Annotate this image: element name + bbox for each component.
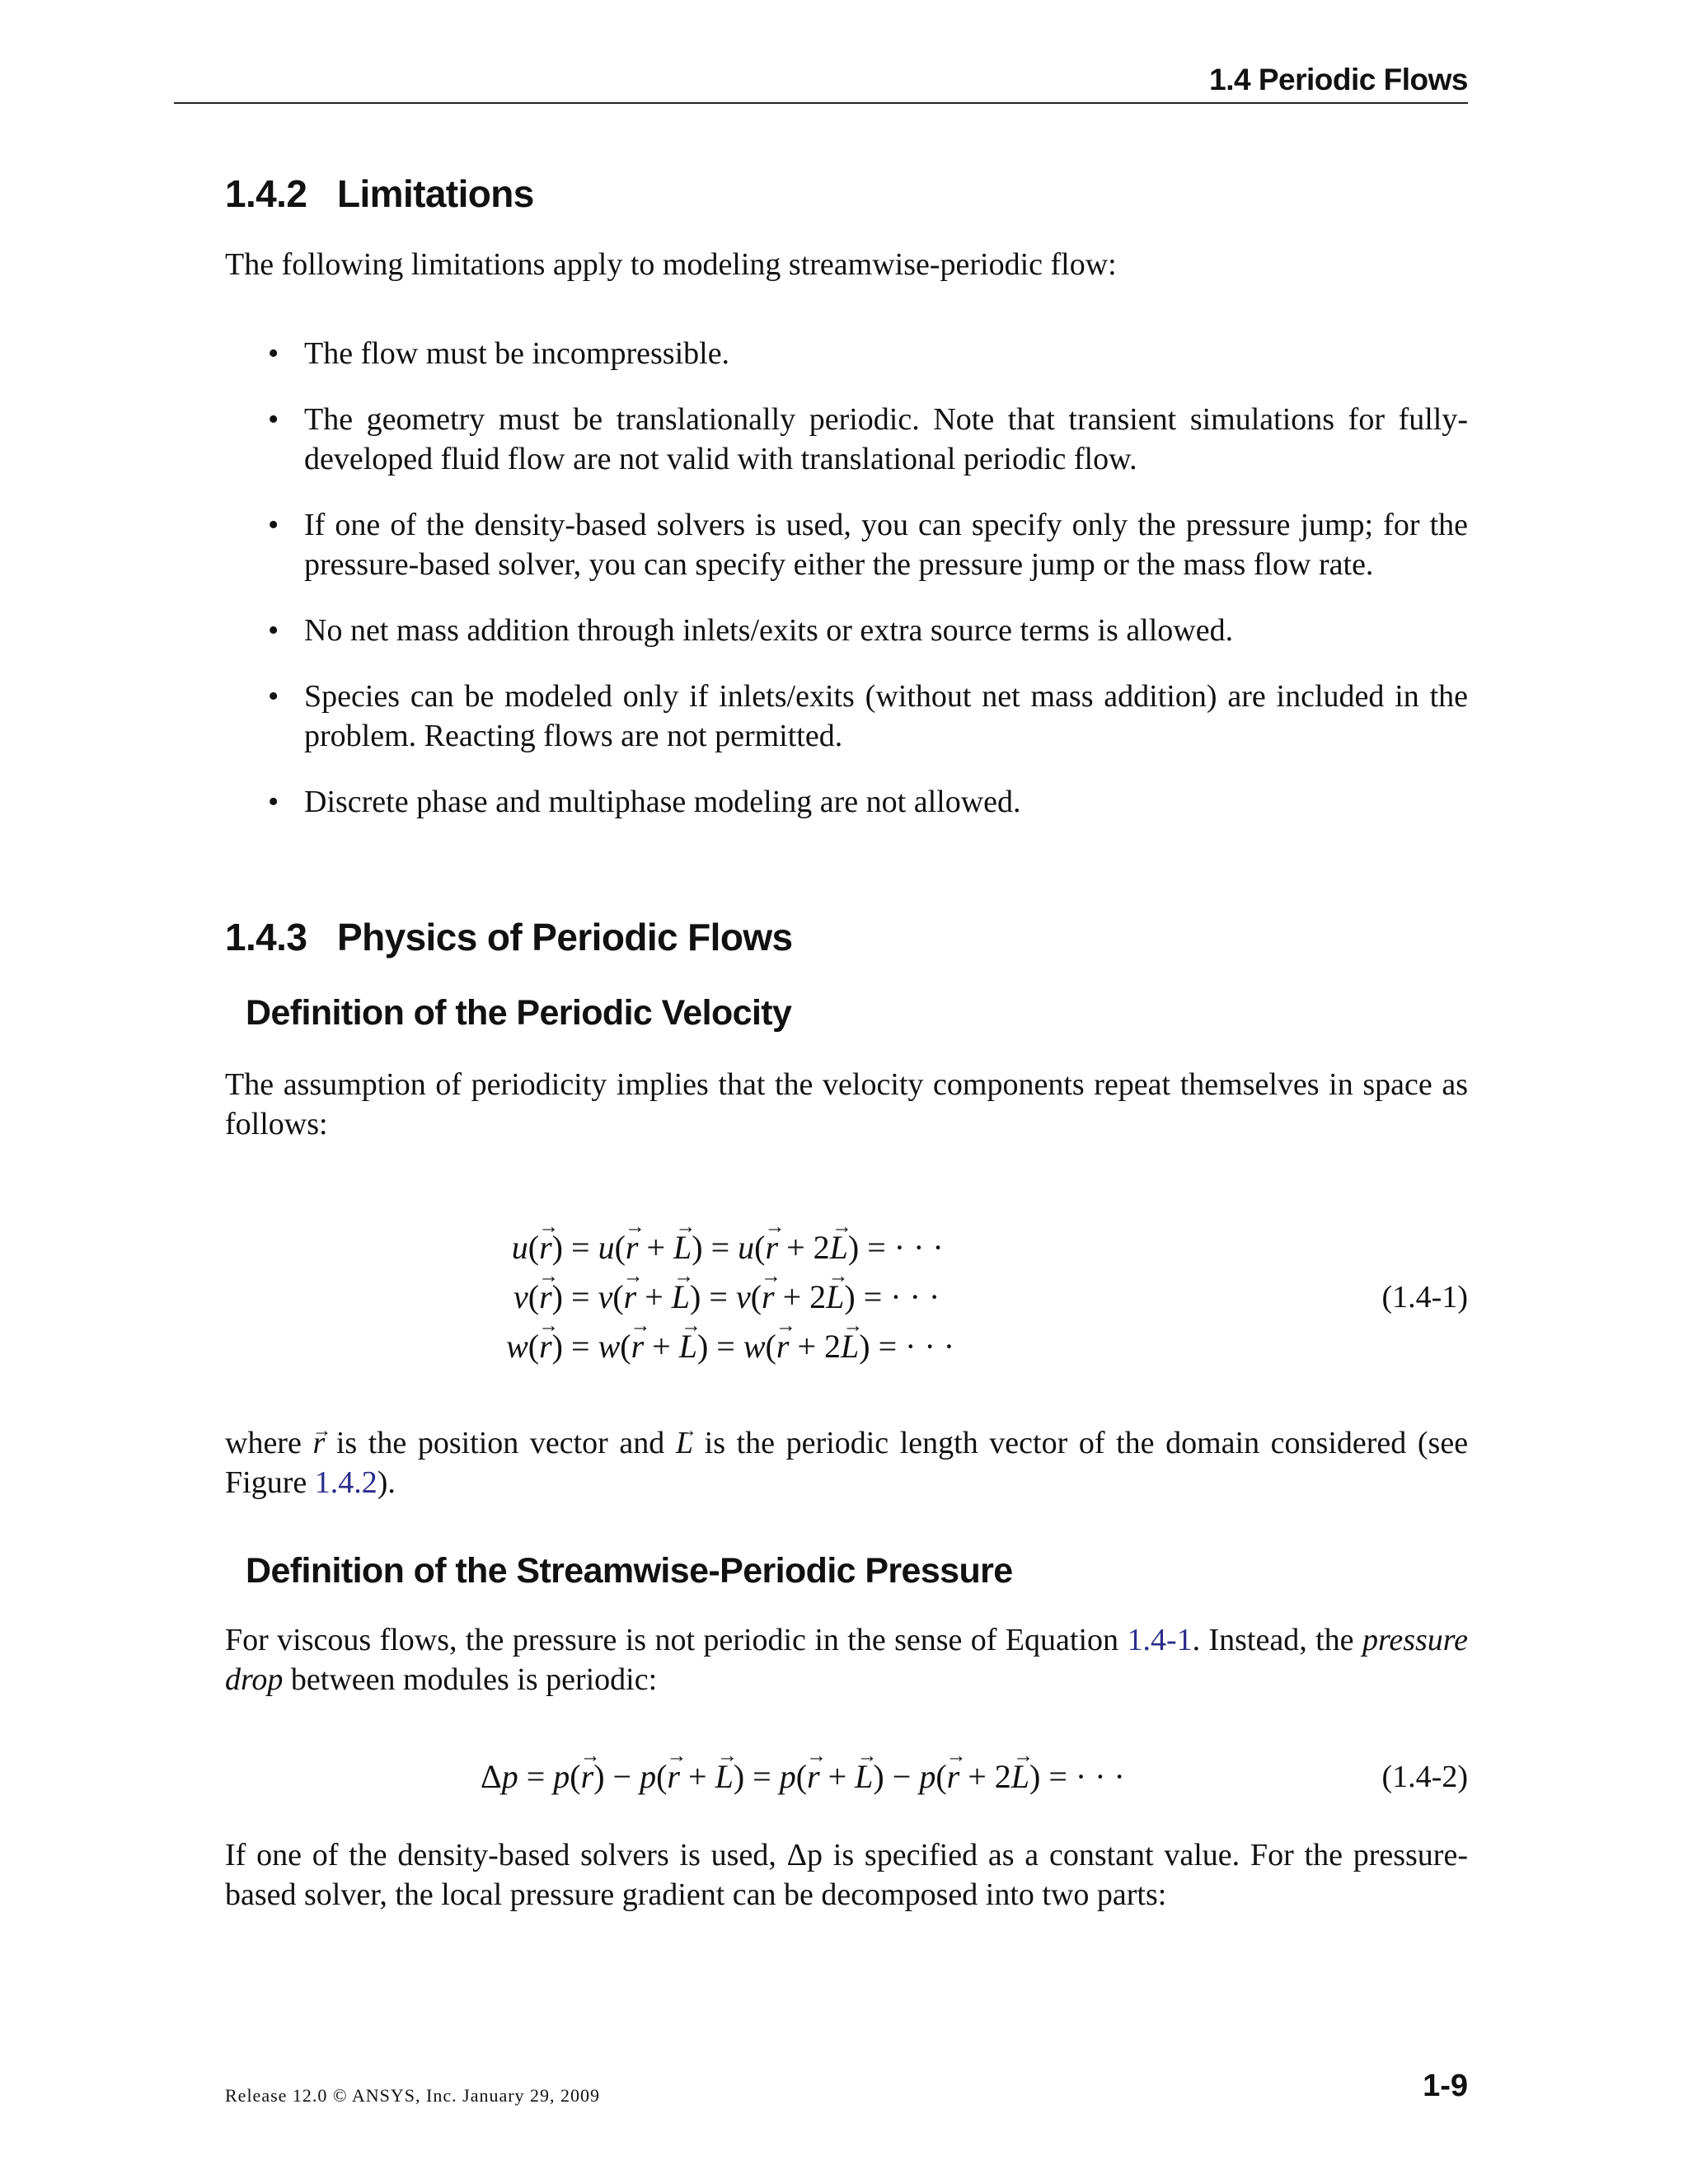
equation-number: (1.4-1) — [1381, 1280, 1468, 1315]
section-title: Limitations — [337, 172, 534, 215]
limitations-intro: The following limitations apply to modeling streamwise-periodic flow: — [225, 247, 1117, 282]
list-item: • Discrete phase and multiphase modeling are not allowed. — [225, 782, 1468, 822]
equation-1-4-2 — [225, 1757, 1468, 1807]
emphasis-text: pressure drop — [225, 1623, 1469, 1697]
equation-1-4-1 — [225, 1228, 1468, 1385]
section-heading-physics — [225, 915, 793, 959]
list-item: • If one of the density-based solvers is used, you can specify only the pressure jump; for the pressure-based solver, you can specify either the pressure jump or the mass flow rate. — [225, 505, 1468, 584]
subsection-heading-pressure: Definition of the Streamwise-Periodic Pressure — [246, 1551, 1013, 1591]
pressure-intro: For viscous flows, the pressure is not periodic in the sense of Equation 1.4-1. Instead, the pressure drop between modules is periodic: — [225, 1623, 1469, 1697]
equation-row-v-rhs: = v(r → + L →) = v(r → + 2L →) = · · · — [571, 1277, 940, 1316]
list-item: • No net mass addition through inlets/exits or extra source terms is allowed. — [225, 611, 1468, 650]
running-header — [174, 63, 1468, 104]
equation-row-v-lhs: v(r →) — [332, 1277, 563, 1316]
figure-link[interactable]: 1.4.2 — [314, 1465, 377, 1500]
equation-pressure-drop: Δp = p(r →) − p(r → + L →) = p(r → + L →) − p(r → + 2L →) = · · · — [481, 1757, 1125, 1796]
bullet-icon: • — [268, 785, 279, 819]
bullet-icon: • — [268, 336, 279, 371]
equation-row-w-lhs: w(r →) — [332, 1327, 563, 1366]
bullet-icon: • — [268, 679, 279, 714]
velocity-intro: The assumption of periodicity implies that the velocity components repeat themselves in space as follows: — [225, 1067, 1468, 1141]
limitations-list — [225, 334, 1468, 848]
equation-link[interactable]: 1.4-1 — [1127, 1623, 1193, 1657]
section-title: Physics of Periodic Flows — [337, 916, 793, 958]
velocity-explanation: where r → is the position vector and L → is the periodic length vector of the domain considered (see Figure 1.4.2). — [225, 1423, 1468, 1502]
bullet-icon: • — [268, 402, 279, 437]
equation-row-u-rhs: = u(r → + L →) = u(r → + 2L →) = · · · — [571, 1228, 944, 1267]
footer-release: Release 12.0 © ANSYS, Inc. January 29, 2009 — [225, 2085, 601, 2106]
running-header-title: 1.4 Periodic Flows — [1209, 63, 1468, 96]
equation-row-w-rhs: = w(r → + L →) = w(r → + 2L →) = · · · — [571, 1327, 954, 1366]
equation-row-u-lhs: u(r →) — [332, 1228, 563, 1267]
subsection-heading-velocity: Definition of the Periodic Velocity — [246, 993, 792, 1033]
bullet-icon: • — [268, 613, 279, 648]
position-vector-symbol: r → — [312, 1423, 325, 1463]
page-number: 1-9 — [1423, 2069, 1468, 2103]
length-vector-symbol: L → — [676, 1423, 693, 1463]
list-item: • The flow must be incompressible. — [225, 334, 1468, 373]
bullet-icon: • — [268, 508, 279, 542]
section-number: 1.4.2 — [225, 172, 307, 215]
section-number: 1.4.3 — [225, 916, 307, 958]
equation-number: (1.4-2) — [1381, 1760, 1468, 1794]
list-item: • The geometry must be translationally periodic. Note that transient simulations for fully-developed fluid flow are not valid with translational periodic flow. — [225, 400, 1468, 479]
section-heading-limitations — [225, 171, 534, 216]
pressure-closing: If one of the density-based solvers is used, Δp is specified as a constant value. For the pressure-based solver, the local pressure gradient can be decomposed into two parts: — [225, 1838, 1468, 1912]
list-item: • Species can be modeled only if inlets/exits (without net mass addition) are included in the problem. Reacting flows are not permitted. — [225, 677, 1468, 756]
